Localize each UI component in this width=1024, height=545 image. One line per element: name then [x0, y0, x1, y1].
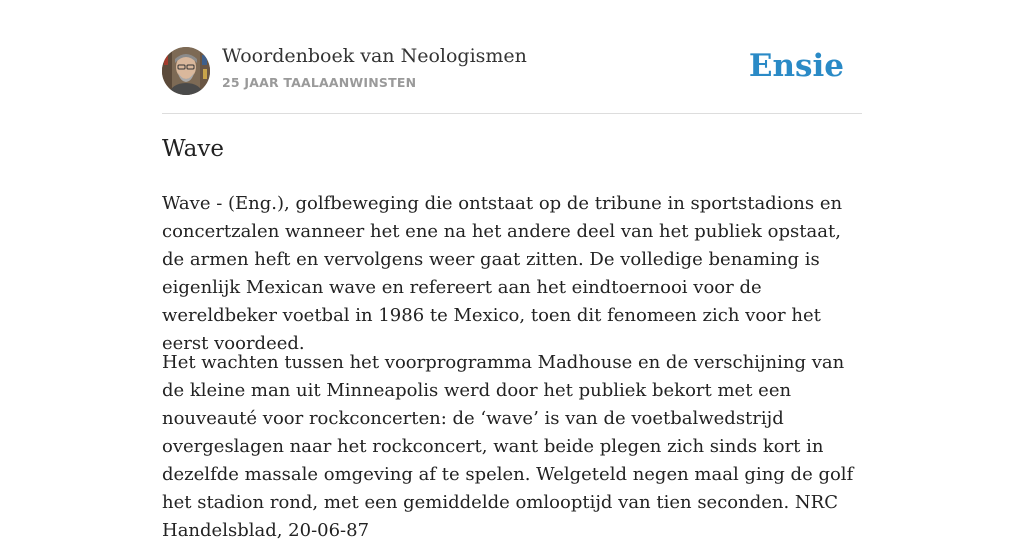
- quote-text: Het wachten tussen het voorprogramma Madhouse en de verschijning van de kleine man uit Minneapolis werd door het publiek bekort met een nouveauté voor rockconcerten: de ‘wave’ is van de voetbalwedstrijd overgeslagen naar het rockconcert, want beide plegen zich sinds kort in dezelfde massale omgeving af te spelen. Welgeteld negen maal ging de golf het stadion rond, met een gemiddelde omlooptijd van tien seconden. NRC Handelsblad, 20-06-87: [162, 352, 854, 541]
- page: [162, 0, 862, 541]
- author-avatar[interactable]: [162, 47, 210, 95]
- author-subtitle: 25 JAAR TAALAANWINSTEN: [222, 75, 417, 90]
- definition-text: Wave - (Eng.), golfbeweging die ontstaat op de tribune in sportstadions en concertzalen wanneer het ene na het andere deel van het publiek opstaat, de armen heft en vervolgens weer gaat zitten. De volledige benaming is eigenlijk Mexican wave en refereert aan het eindtoernooi voor de wereldbeker voetbal in 1986 te Mexico, toen dit fenomeen zich voor het eerst voordeed.: [162, 193, 843, 354]
- page-title: Wave: [162, 136, 224, 162]
- author-name[interactable]: Woordenboek van Neologismen: [222, 45, 527, 67]
- header: [162, 0, 862, 114]
- ensie-logo[interactable]: Ensie: [748, 48, 844, 84]
- avatar-portrait-icon: [162, 47, 210, 95]
